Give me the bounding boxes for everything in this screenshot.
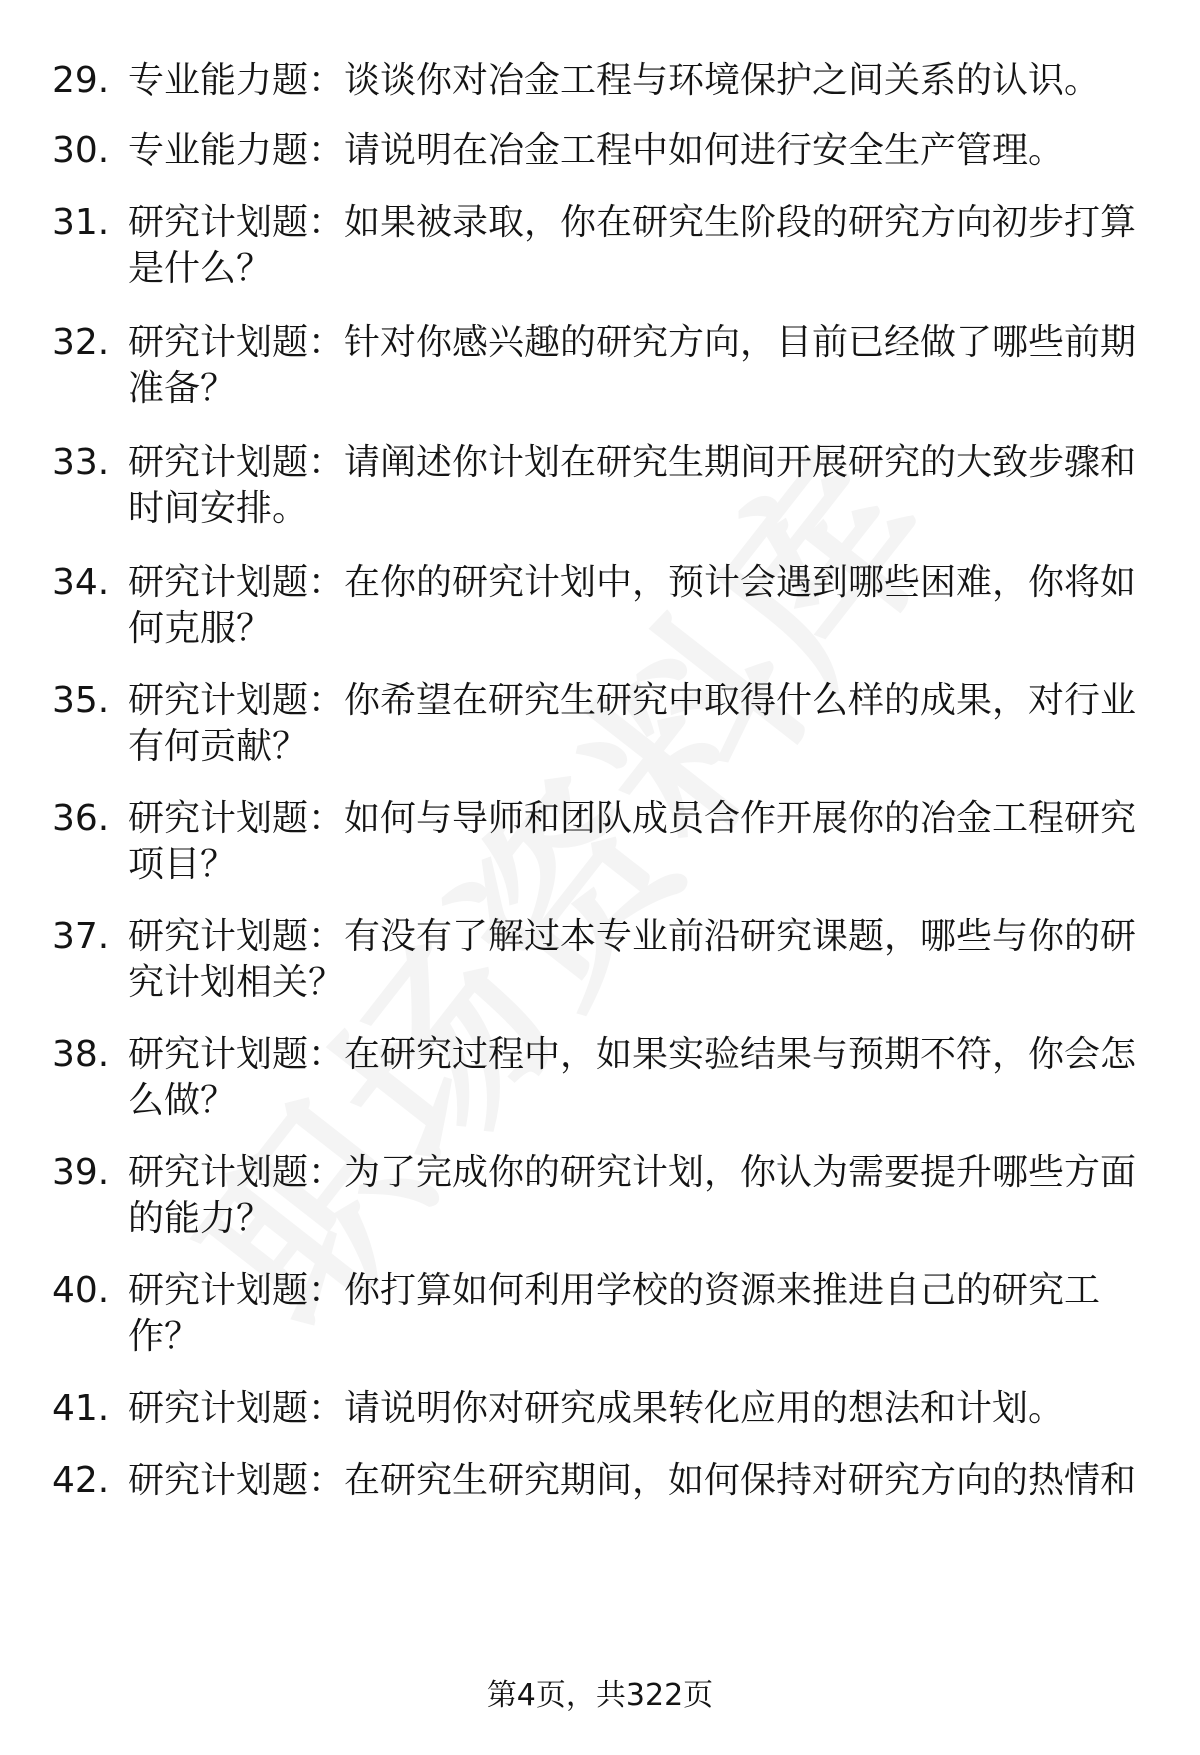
question-category: 研究计划题 — [128, 1034, 309, 1075]
question-category: 研究计划题 — [128, 680, 309, 721]
question-text: 请阐述你计划在研究生期间开展研究的大致步骤和时间安排。 — [128, 442, 1137, 529]
question-body — [128, 200, 1138, 292]
question-body — [128, 128, 1138, 174]
question-category: 研究计划题 — [128, 916, 309, 957]
category-separator: ： — [308, 130, 345, 171]
question-body — [128, 1458, 1138, 1504]
question-text: 在研究生研究期间，如何保持对研究方向的热情和 — [344, 1460, 1137, 1501]
question-number: 39. — [52, 1152, 110, 1193]
question-number: 41. — [52, 1388, 110, 1429]
question-category: 研究计划题 — [128, 322, 309, 363]
category-separator: ： — [308, 562, 345, 603]
category-separator: ： — [308, 1460, 345, 1501]
question-category: 专业能力题 — [128, 130, 309, 171]
question-body — [128, 560, 1138, 652]
question-category: 研究计划题 — [128, 798, 309, 839]
question-category: 研究计划题 — [128, 1460, 309, 1501]
question-body — [128, 1386, 1138, 1432]
question-body — [128, 1150, 1138, 1242]
question-category: 研究计划题 — [128, 202, 309, 243]
question-text: 你打算如何利用学校的资源来推进自己的研究工作？ — [128, 1270, 1101, 1357]
question-number: 32. — [52, 322, 110, 363]
question-body — [128, 1268, 1138, 1360]
question-category: 专业能力题 — [128, 60, 309, 101]
question-category: 研究计划题 — [128, 1270, 309, 1311]
category-separator: ： — [308, 1034, 345, 1075]
question-body — [128, 58, 1138, 104]
question-number: 33. — [52, 442, 110, 483]
question-body — [128, 914, 1138, 1006]
category-separator: ： — [308, 1270, 345, 1311]
question-number: 42. — [52, 1460, 110, 1501]
question-text: 如果被录取，你在研究生阶段的研究方向初步打算是什么？ — [128, 202, 1137, 289]
question-body — [128, 320, 1138, 412]
question-text: 在研究过程中，如果实验结果与预期不符，你会怎么做？ — [128, 1034, 1137, 1121]
question-text: 如何与导师和团队成员合作开展你的冶金工程研究项目？ — [128, 798, 1137, 885]
question-category: 研究计划题 — [128, 562, 309, 603]
question-number: 30. — [52, 130, 110, 171]
question-category: 研究计划题 — [128, 1388, 309, 1429]
question-text: 有没有了解过本专业前沿研究课题，哪些与你的研究计划相关？ — [128, 916, 1137, 1003]
question-body — [128, 796, 1138, 888]
question-body — [128, 1032, 1138, 1124]
question-category: 研究计划题 — [128, 442, 309, 483]
category-separator: ： — [308, 322, 345, 363]
question-number: 29. — [52, 60, 110, 101]
question-text: 针对你感兴趣的研究方向，目前已经做了哪些前期准备？ — [128, 322, 1137, 409]
category-separator: ： — [308, 60, 345, 101]
page-footer: 第4页，共322页 — [486, 1678, 714, 1713]
question-category: 研究计划题 — [128, 1152, 309, 1193]
question-text: 你希望在研究生研究中取得什么样的成果，对行业有何贡献？ — [128, 680, 1137, 767]
question-number: 31. — [52, 202, 110, 243]
question-number: 37. — [52, 916, 110, 957]
category-separator: ： — [308, 680, 345, 721]
question-body — [128, 440, 1138, 532]
category-separator: ： — [308, 1152, 345, 1193]
question-number: 34. — [52, 562, 110, 603]
question-text: 为了完成你的研究计划，你认为需要提升哪些方面的能力？ — [128, 1152, 1137, 1239]
question-text: 在你的研究计划中，预计会遇到哪些困难，你将如何克服？ — [128, 562, 1137, 649]
question-number: 36. — [52, 798, 110, 839]
category-separator: ： — [308, 916, 345, 957]
category-separator: ： — [308, 798, 345, 839]
question-text: 请说明在冶金工程中如何进行安全生产管理。 — [344, 130, 1065, 171]
question-number: 35. — [52, 680, 110, 721]
question-body — [128, 678, 1138, 770]
question-number: 38. — [52, 1034, 110, 1075]
category-separator: ： — [308, 202, 345, 243]
category-separator: ： — [308, 1388, 345, 1429]
question-number: 40. — [52, 1270, 110, 1311]
question-text: 请说明你对研究成果转化应用的想法和计划。 — [344, 1388, 1065, 1429]
category-separator: ： — [308, 442, 345, 483]
question-text: 谈谈你对冶金工程与环境保护之间关系的认识。 — [344, 60, 1101, 101]
